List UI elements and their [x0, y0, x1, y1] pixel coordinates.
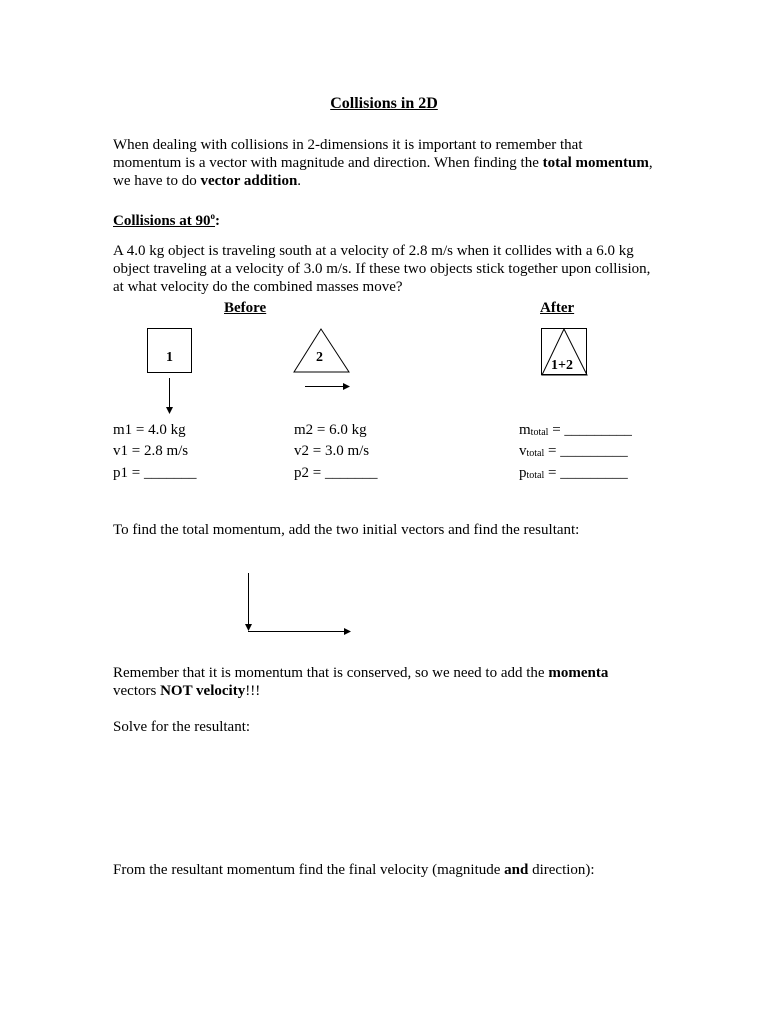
v-total-value: $v_{total}$ = _________ [519, 443, 628, 459]
intro-text-3: . [297, 173, 302, 189]
m-total-subscript: total [530, 427, 549, 438]
intro-bold-total-momentum: total momentum [542, 155, 649, 171]
final-velocity-instruction: From the resultant momentum find the final velocity (magnitude and direction): [113, 862, 595, 878]
intro-text-2: , we have to do [113, 155, 653, 189]
section-heading-text: Collisions at 90$^o$ [113, 211, 216, 229]
v-total-subscript: total [526, 448, 545, 459]
remember-paragraph: Remember that it is momentum that is conserved, so we need to add the momenta vectors NOT velocity!!! [113, 665, 609, 699]
object-1-arrowhead [166, 407, 173, 414]
section-heading-colon: : [215, 213, 221, 229]
m2-value: m2 = 6.0 kg [294, 422, 367, 438]
m-total-value: $m_{total}$ = _________ [519, 422, 632, 438]
find-total-instruction: To find the total momentum, add the two initial vectors and find the resultant: [113, 522, 580, 538]
after-label: After [540, 300, 575, 316]
object-2-label: 2 [316, 350, 323, 365]
page-title: Collisions in 2D [330, 95, 438, 112]
bold-not-velocity: NOT velocity [160, 683, 246, 699]
p2-value: p2 = _______ [294, 465, 378, 481]
bold-momenta: momenta [548, 665, 609, 681]
before-label: Before [224, 300, 267, 316]
v1-value: v1 = 2.8 m/s [113, 443, 189, 459]
m1-value: m1 = 4.0 kg [113, 422, 186, 438]
object-2-arrowhead [343, 383, 350, 390]
vector-p2-arrowhead [344, 628, 351, 635]
degree-superscript: o [210, 211, 216, 221]
p-total-value: $p_{total}$ = _________ [519, 465, 628, 481]
bold-and: and [504, 862, 529, 878]
combined-label: 1+2 [551, 358, 573, 373]
problem-statement: A 4.0 kg object is traveling south at a velocity of 2.8 m/s when it collides with a 6.0 kg object traveling at a velocity of 3.0 m/s. If these two objects stick together upon collision, at what velocity do the combined masses move? [113, 243, 651, 295]
object-1-label: 1 [166, 350, 173, 365]
p1-value: p1 = _______ [113, 465, 197, 481]
intro-text-1: When dealing with collisions in 2-dimensions it is important to remember that momentum is a vector with magnitude and direction. When finding the [113, 137, 583, 171]
intro-bold-vector-addition: vector addition [200, 173, 298, 189]
solve-instruction: Solve for the resultant: [113, 719, 251, 735]
v2-value: v2 = 3.0 m/s [294, 443, 370, 459]
vector-p1-arrowhead [245, 624, 252, 631]
p-total-subscript: total [526, 470, 545, 481]
